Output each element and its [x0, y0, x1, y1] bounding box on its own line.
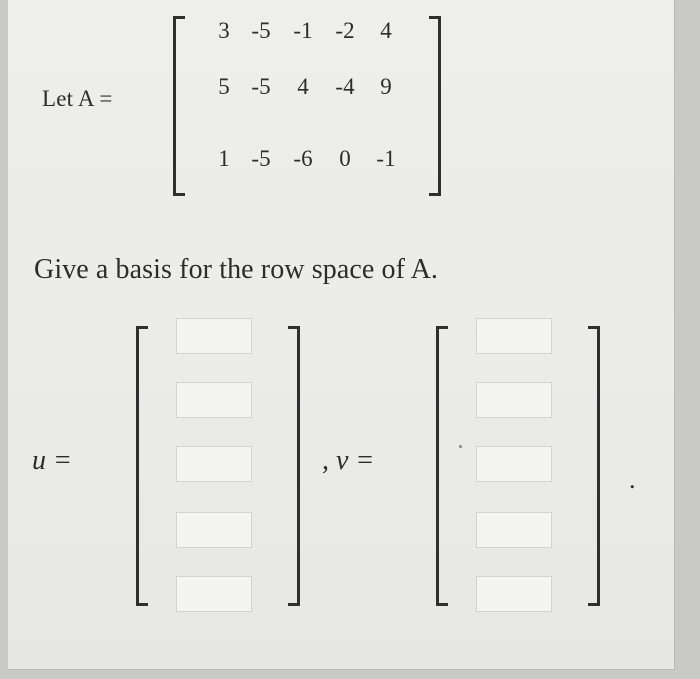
matrix-cell: -2	[335, 18, 355, 43]
matrix-cell: -5	[251, 146, 271, 171]
v-right-bracket	[588, 326, 600, 606]
matrix-cell: 0	[339, 146, 351, 171]
matrix-left-bracket	[173, 16, 185, 196]
matrix-cell: -5	[251, 74, 271, 99]
matrix-cell: 4	[380, 18, 392, 43]
matrix-cell: -5	[251, 18, 271, 43]
question-text: Give a basis for the row space of A.	[34, 254, 439, 285]
v-entry-2[interactable]	[476, 382, 552, 418]
v-entry-4[interactable]	[476, 512, 552, 548]
matrix-row-2	[208, 74, 408, 104]
matrix-cell: 9	[380, 74, 392, 99]
decorative-dot	[459, 445, 462, 448]
u-left-bracket	[136, 326, 148, 606]
matrix-cell: -6	[293, 146, 313, 171]
u-label: u =	[32, 445, 72, 476]
u-entry-2[interactable]	[176, 382, 252, 418]
matrix-right-bracket	[429, 16, 441, 196]
matrix-cell: -1	[293, 18, 313, 43]
matrix-cell: -4	[335, 74, 355, 99]
matrix-cell: 1	[218, 146, 230, 171]
u-right-bracket	[288, 326, 300, 606]
matrix-row-1	[208, 18, 408, 48]
v-entry-5[interactable]	[476, 576, 552, 612]
v-label: , v =	[322, 445, 375, 476]
matrix-row-3	[208, 146, 408, 176]
matrix-cell: 3	[218, 18, 230, 43]
u-entry-3[interactable]	[176, 446, 252, 482]
matrix-cell: 5	[218, 74, 230, 99]
matrix-cell: -1	[376, 146, 396, 171]
u-entry-1[interactable]	[176, 318, 252, 354]
trailing-period: .	[629, 465, 636, 494]
matrix-label: Let A =	[42, 86, 113, 111]
u-entry-4[interactable]	[176, 512, 252, 548]
matrix-cell: 4	[297, 74, 309, 99]
v-left-bracket	[436, 326, 448, 606]
problem-card	[8, 0, 675, 670]
v-entry-3[interactable]	[476, 446, 552, 482]
v-entry-1[interactable]	[476, 318, 552, 354]
u-entry-5[interactable]	[176, 576, 252, 612]
